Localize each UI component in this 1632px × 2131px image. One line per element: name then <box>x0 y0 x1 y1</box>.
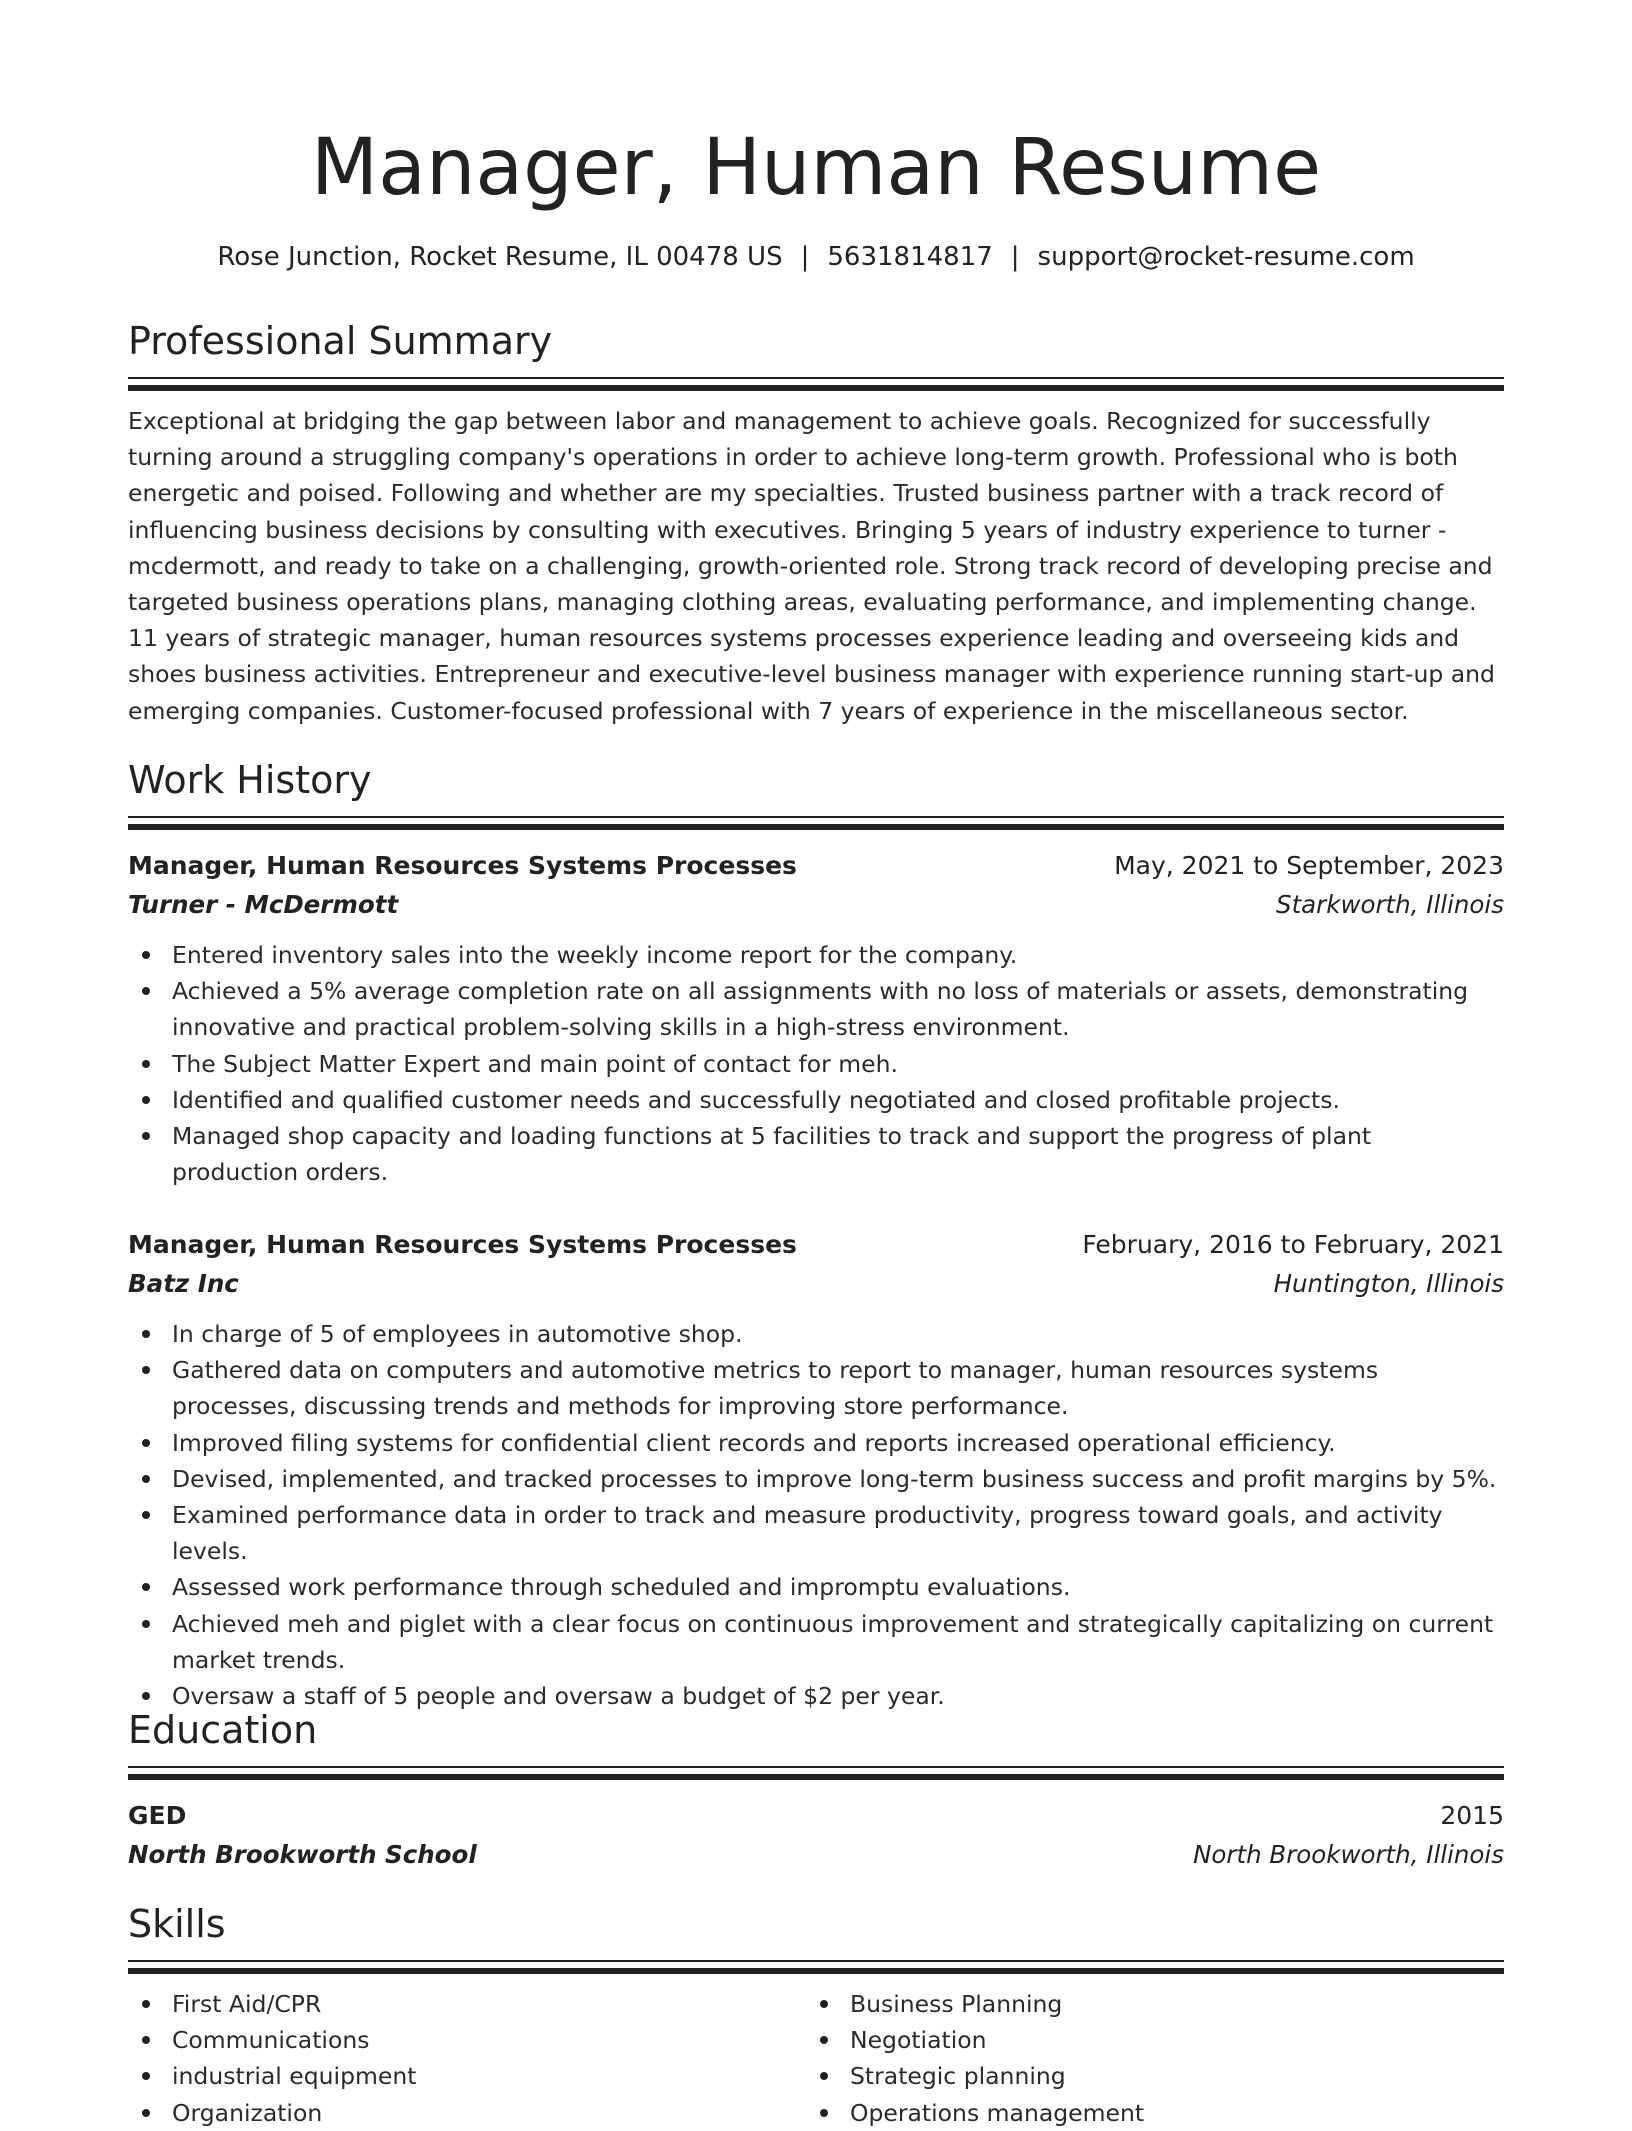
contact-separator: | <box>800 242 810 272</box>
section-divider <box>128 377 1504 389</box>
section-divider <box>128 1766 1504 1778</box>
resume-name: Manager, Human Resume <box>310 123 1322 213</box>
skills-heading: Skills <box>128 1902 226 1946</box>
job-entry <box>128 847 1504 1190</box>
job-bullets <box>128 937 1504 1190</box>
skills-list <box>806 1986 1484 2131</box>
job-dates: May, 2021 to September, 2023 <box>1114 851 1504 880</box>
contact-line <box>128 237 1504 277</box>
list-item: Negotiation <box>806 2022 1484 2058</box>
job-company: Batz Inc <box>128 1269 239 1298</box>
job-location: Starkworth, Illinois <box>1276 890 1504 919</box>
list-item: Oversaw a staff of 5 people and oversaw a budget of $2 per year. <box>128 1678 1504 1714</box>
education-entry <box>128 1797 1504 1875</box>
list-item: Entered inventory sales into the weekly income report for the company. <box>128 937 1504 973</box>
skills-grid <box>128 1986 1504 2131</box>
skills-section <box>128 1898 1504 2131</box>
section-divider <box>128 816 1504 828</box>
list-item: Operations management <box>806 2095 1484 2131</box>
education-section <box>128 1704 1504 1778</box>
list-item: Organization <box>128 2095 806 2131</box>
summary-heading: Professional Summary <box>128 319 553 363</box>
skills-list <box>128 1986 806 2131</box>
education-location: North Brookworth, Illinois <box>1193 1840 1504 1869</box>
education-heading: Education <box>128 1708 318 1752</box>
job-location: Huntington, Illinois <box>1273 1269 1504 1298</box>
job-company: Turner - McDermott <box>128 890 399 919</box>
list-item: Devised, implemented, and tracked processes to improve long-term business success and profit margins by 5%. <box>128 1461 1504 1497</box>
list-item: Achieved a 5% average completion rate on all assignments with no loss of materials or assets, demonstrating innovative and practical problem-solving skills in a high-stress environment. <box>128 973 1504 1045</box>
skills-column-left <box>128 1986 806 2131</box>
list-item: In charge of 5 of employees in automotive shop. <box>128 1316 1504 1352</box>
skills-column-right <box>806 1986 1484 2131</box>
contact-address: Rose Junction, Rocket Resume, IL 00478 US <box>217 242 783 272</box>
job-title: Manager, Human Resources Systems Processes <box>128 1230 797 1259</box>
contact-phone: 5631814817 <box>827 242 993 272</box>
education-degree: GED <box>128 1801 187 1830</box>
job-bullets <box>128 1316 1504 1714</box>
list-item: Assessed work performance through scheduled and impromptu evaluations. <box>128 1569 1504 1605</box>
list-item: Strategic planning <box>806 2058 1484 2094</box>
education-year: 2015 <box>1440 1801 1504 1830</box>
list-item: The Subject Matter Expert and main point of contact for meh. <box>128 1046 1504 1082</box>
summary-text: Exceptional at bridging the gap between labor and management to achieve goals. Recognized for successfully turning around a struggling company's operations in order to achieve long-term growth. Professional who is both energetic and poised. Following and whether are my specialties. Trusted business partner with a track record of influencing business decisions by consulting with executives. Bringing 5 years of industry experience to turner - mcdermott, and ready to take on a challenging, growth-oriented role. Strong track record of developing precise and targeted business operations plans, managing clothing areas, evaluating performance, and implementing change. 11 years of strategic manager, human resources systems processes experience leading and overseeing kids and shoes business activities. Entrepreneur and executive-level business manager with experience running start-up and emerging companies. Customer-focused professional with 7 years of experience in the miscellaneous sector. <box>128 407 1495 725</box>
list-item: First Aid/CPR <box>128 1986 806 2022</box>
list-item: Examined performance data in order to track and measure productivity, progress toward goals, and activity levels. <box>128 1497 1504 1569</box>
list-item: industrial equipment <box>128 2058 806 2094</box>
list-item: Achieved meh and piglet with a clear focus on continuous improvement and strategically capitalizing on current market trends. <box>128 1606 1504 1678</box>
education-school: North Brookworth School <box>128 1840 477 1869</box>
list-item: Business Planning <box>806 1986 1484 2022</box>
job-dates: February, 2016 to February, 2021 <box>1082 1230 1504 1259</box>
summary-section <box>128 315 1504 729</box>
contact-email: support@rocket-resume.com <box>1037 242 1415 272</box>
list-item: Identified and qualified customer needs and successfully negotiated and closed profitable projects. <box>128 1082 1504 1118</box>
contact-separator: | <box>1010 242 1020 272</box>
work-history-heading: Work History <box>128 758 372 802</box>
job-entry <box>128 1226 1504 1714</box>
section-divider <box>128 1960 1504 1972</box>
job-title: Manager, Human Resources Systems Processes <box>128 851 797 880</box>
work-history-section <box>128 754 1504 828</box>
list-item: Improved filing systems for confidential client records and reports increased operational efficiency. <box>128 1425 1504 1461</box>
list-item: Communications <box>128 2022 806 2058</box>
list-item: Gathered data on computers and automotive metrics to report to manager, human resources systems processes, discussing trends and methods for improving store performance. <box>128 1352 1504 1424</box>
list-item: Managed shop capacity and loading functions at 5 facilities to track and support the progress of plant production orders. <box>128 1118 1504 1190</box>
